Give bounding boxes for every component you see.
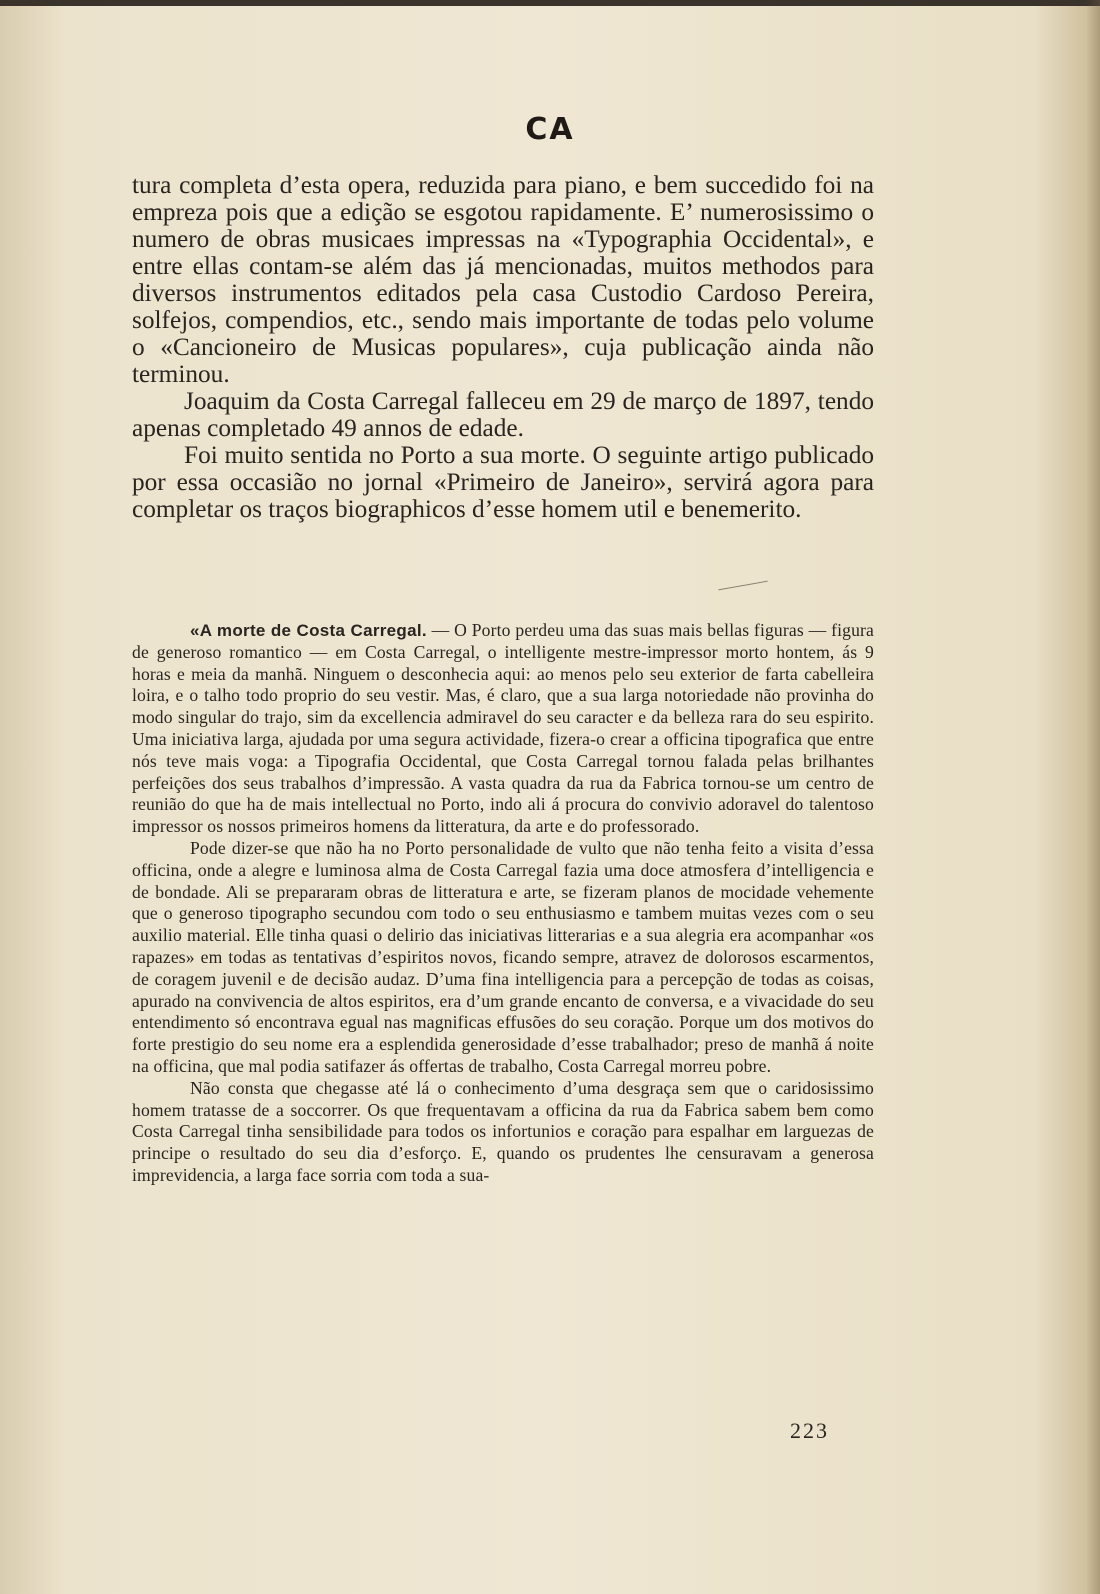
quote-paragraph-1 (132, 620, 874, 838)
body-paragraph-2: Joaquim da Costa Carregal falleceu em 29 de março de 1897, tendo apenas completado 49 annos de edade. (132, 387, 874, 442)
article-title: «A morte de Costa Carregal. (190, 621, 427, 640)
body-paragraph-3: Foi muito sentida no Porto a sua morte. O seguinte artigo publicado por essa occasião no jornal «Primeiro de Janeiro», servirá agora para completar os traços biographicos d’esse homem util e benemerito. (132, 441, 874, 523)
quote-paragraph-1-text: — O Porto perdeu uma das suas mais bellas figuras — figura de generoso romantico — em Costa Carregal, o intelligente mestre-impressor morto hontem, ás 9 horas e meia da manhã. Ninguem o desconhecia aqui: ao menos pelo seu exterior de farta cabelleira loira, e o talho todo proprio do seu vestir. Mas, é claro, que a sua larga notoriedade não provinha do modo singular do trajo, sim da excellencia admiravel do seu caracter e da belleza rara do seu espirito. Uma iniciativa larga, ajudada por uma segura actividade, fizera-o crear a officina tipografica que entre nós teve mais voga: a Tipografia Occidental, que Costa Carregal tornou falada pelas brilhantes perfeições dos seus trabalhos d’impressão. A vasta quadra da rua da Fabrica tornou-se um centro de reunião do que ha de mais intellectual no Porto, indo ali á procura do convivio adoravel do talentoso impressor os nossos primeiros homens da litteratura, da arte e do professorado. (132, 620, 874, 837)
main-text (132, 172, 874, 523)
section-divider (718, 581, 767, 591)
quoted-article (132, 620, 874, 1187)
body-paragraph-1: tura completa d’esta opera, reduzida para piano, e bem succedido foi na empreza pois que a edição se esgotou rapidamente. E’ numerosissimo o numero de obras musicaes impressas na «Typographia Occidental», e entre ellas contam-se além das já mencionadas, muitos methodos para diversos instrumentos editados pela casa Custodio Cardoso Pereira, solfejos, compendios, etc., sendo mais importante de todas pelo volume o «Cancioneiro de Musicas populares», cuja publicação ainda não terminou. (132, 171, 874, 388)
quote-paragraph-2: Pode dizer-se que não ha no Porto personalidade de vulto que não tenha feito a visita d’essa officina, onde a alegre e luminosa alma de Costa Carregal fazia uma doce atmosfera d’intelligencia e de bondade. Ali se prepararam obras de litteratura e arte, se fizeram planos de mocidade vehemente que o generoso tipographo secundou com todo o seu enthusiasmo e tambem muitas vezes com o seu auxilio material. Elle tinha quasi o delirio das iniciativas litterarias e a sua alegria era acompanhar «os rapazes» em todas as tentativas d’espiritos novos, ficando sempre, atravez de dolorosos escarmentos, de coragem juvenil e de decisão audaz. D’uma fina intelligencia para a percepção de todas as coisas, apurado na convivencia de altos espiritos, era d’um grande encanto de conversa, e a vivacidade do seu entendimento só encontrava egual nas magnificas effusões do seu coração. Porque um dos motivos do forte prestigio do seu nome era a esplendida generosidade d’esse trabalhador; preso de manhã á noite na officina, que mal podia satifazer ás offertas de trabalho, Costa Carregal morreu pobre. (132, 837, 874, 1076)
quote-paragraph-3: Não consta que chegasse até lá o conhecimento d’uma desgraça sem que o caridosissimo homem tratasse de a soccorrer. Os que frequentavam a officina da rua da Fabrica sabem bem como Costa Carregal tinha sensibilidade para todos os infortunios e coração para espalhar em larguezas de principe o resultado do seu dia d’esforço. E, quando os prudentes lhe censuravam a generosa imprevidencia, a larga face sorria com toda a sua- (132, 1077, 874, 1185)
running-head: CA (525, 112, 575, 147)
page-number: 223 (790, 1418, 829, 1443)
